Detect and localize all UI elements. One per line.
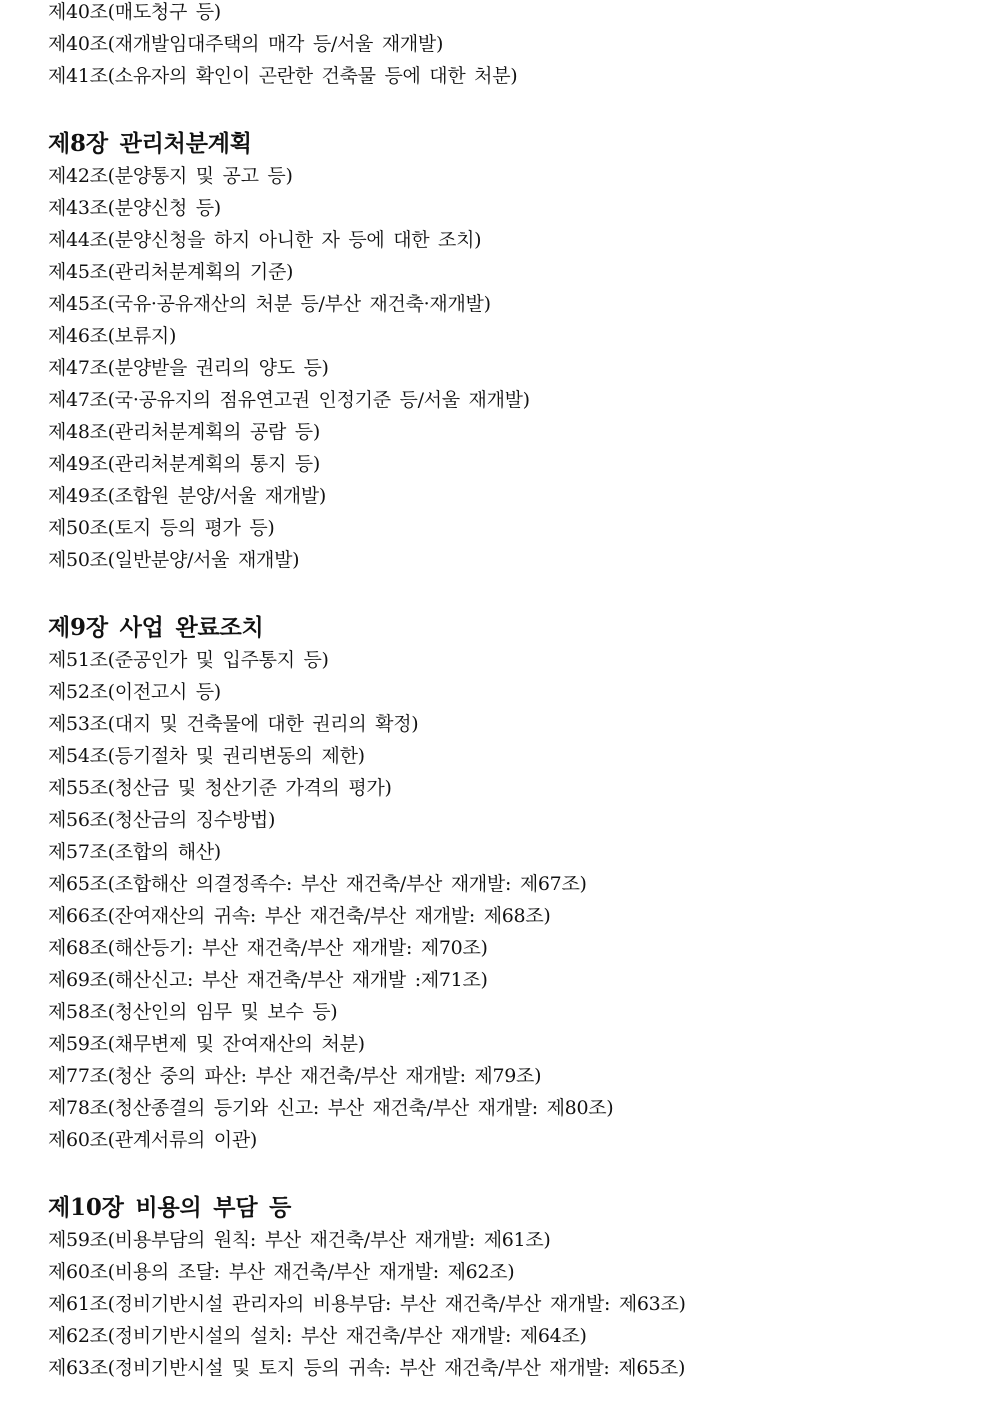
article-list-item: 제52조(이전고시 등) xyxy=(48,681,221,703)
article-list-item: 제60조(비용의 조달: 부산 재건축/부산 재개발: 제62조) xyxy=(48,1261,515,1283)
article-list-item: 제61조(정비기반시설 관리자의 비용부담: 부산 재건축/부산 재개발: 제63조) xyxy=(48,1293,686,1315)
article-list-item: 제49조(관리처분계획의 통지 등) xyxy=(48,453,320,475)
article-list-item: 제40조(재개발임대주택의 매각 등/서울 재개발) xyxy=(48,33,444,55)
article-list-item: 제50조(일반분양/서울 재개발) xyxy=(48,549,300,571)
chapter-heading: 제10장 비용의 부담 등 xyxy=(48,1194,292,1221)
article-list-item: 제62조(정비기반시설의 설치: 부산 재건축/부산 재개발: 제64조) xyxy=(48,1325,587,1347)
article-list-item: 제66조(잔여재산의 귀속: 부산 재건축/부산 재개발: 제68조) xyxy=(48,905,551,927)
article-list-item: 제51조(준공인가 및 입주통지 등) xyxy=(48,649,329,671)
article-list-item: 제45조(국유·공유재산의 처분 등/부산 재건축·재개발) xyxy=(48,293,491,315)
article-list-item: 제48조(관리처분계획의 공람 등) xyxy=(48,421,320,443)
article-list-item: 제54조(등기절차 및 권리변동의 제한) xyxy=(48,745,365,767)
article-list-item: 제78조(청산종결의 등기와 신고: 부산 재건축/부산 재개발: 제80조) xyxy=(48,1097,614,1119)
article-list-item: 제40조(매도청구 등) xyxy=(48,1,221,23)
article-list-item: 제43조(분양신청 등) xyxy=(48,197,221,219)
chapter-heading: 제9장 사업 완료조치 xyxy=(48,614,264,641)
article-list-item: 제53조(대지 및 건축물에 대한 권리의 확정) xyxy=(48,713,419,735)
article-list-item: 제49조(조합원 분양/서울 재개발) xyxy=(48,485,327,507)
article-list-item: 제77조(청산 중의 파산: 부산 재건축/부산 재개발: 제79조) xyxy=(48,1065,542,1087)
article-list-item: 제60조(관계서류의 이관) xyxy=(48,1129,258,1151)
article-list-item: 제45조(관리처분계획의 기준) xyxy=(48,261,294,283)
article-list-item: 제68조(해산등기: 부산 재건축/부산 재개발: 제70조) xyxy=(48,937,488,959)
article-list-item: 제55조(청산금 및 청산기준 가격의 평가) xyxy=(48,777,392,799)
article-list-item: 제46조(보류지) xyxy=(48,325,177,347)
document-page xyxy=(48,0,968,1384)
article-list-item: 제41조(소유자의 확인이 곤란한 건축물 등에 대한 처분) xyxy=(48,65,518,87)
article-list-item: 제58조(청산인의 임무 및 보수 등) xyxy=(48,1001,338,1023)
chapter-heading: 제8장 관리처분계획 xyxy=(48,130,252,157)
article-list-item: 제69조(해산신고: 부산 재건축/부산 재개발 :제71조) xyxy=(48,969,488,991)
article-list-item: 제65조(조합해산 의결정족수: 부산 재건축/부산 재개발: 제67조) xyxy=(48,873,587,895)
article-list-item: 제59조(비용부담의 원칙: 부산 재건축/부산 재개발: 제61조) xyxy=(48,1229,551,1251)
article-list-item: 제63조(정비기반시설 및 토지 등의 귀속: 부산 재건축/부산 재개발: 제65조) xyxy=(48,1357,686,1379)
article-list-item: 제57조(조합의 해산) xyxy=(48,841,221,863)
article-list-item: 제47조(분양받을 권리의 양도 등) xyxy=(48,357,329,379)
article-list-item: 제50조(토지 등의 평가 등) xyxy=(48,517,275,539)
article-list-item: 제56조(청산금의 징수방법) xyxy=(48,809,276,831)
article-list-item: 제47조(국·공유지의 점유연고권 인정기준 등/서울 재개발) xyxy=(48,389,530,411)
article-list-item: 제59조(채무변제 및 잔여재산의 처분) xyxy=(48,1033,365,1055)
article-list-item: 제42조(분양통지 및 공고 등) xyxy=(48,165,293,187)
article-list-item: 제44조(분양신청을 하지 아니한 자 등에 대한 조치) xyxy=(48,229,482,251)
